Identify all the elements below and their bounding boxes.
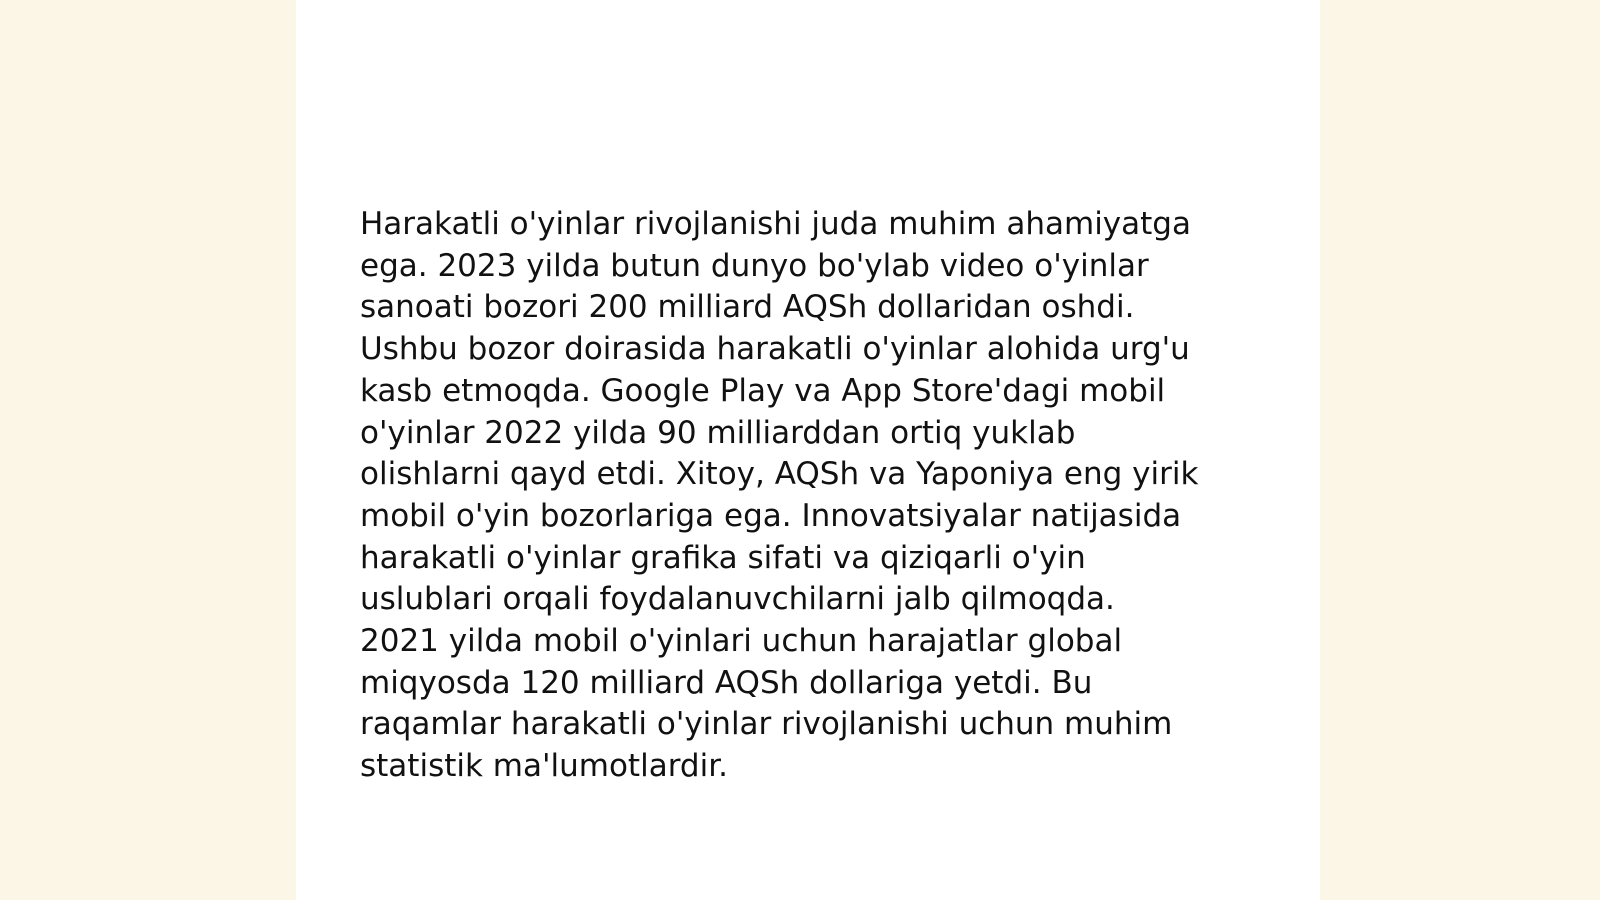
text-line: Harakatli o'yinlar rivojlanishi juda muhim ahamiyatga (360, 206, 1191, 242)
text-line: harakatli o'yinlar grafika sifati va qiziqarli o'yin (360, 539, 1086, 576)
text-line: ega. 2023 yilda butun dunyo bo'ylab video o'yinlar (360, 247, 1149, 284)
text-line: raqamlar harakatli o'yinlar rivojlanishi uchun muhim (360, 706, 1173, 743)
document-page (296, 0, 1320, 900)
text-line: Ushbu bozor doirasida harakatli o'yinlar alohida urg'u (360, 331, 1190, 368)
text-line: statistik ma'lumotlardir. (360, 748, 728, 785)
text-line: uslublari orqali foydalanuvchilarni jalb qilmoqda. (360, 581, 1115, 618)
text-line: olishlarni qayd etdi. Xitoy, AQSh va Yaponiya eng yirik (360, 456, 1199, 493)
text-line: kasb etmoqda. Google Play va App Store'dagi mobil (360, 372, 1166, 409)
body-paragraph (360, 204, 1260, 788)
text-line: o'yinlar 2022 yilda 90 milliarddan ortiq yuklab (360, 414, 1076, 451)
text-line: 2021 yilda mobil o'yinlari uchun harajatlar global (360, 623, 1123, 660)
text-line: mobil o'yin bozorlariga ega. Innovatsiyalar natijasida (360, 497, 1182, 534)
text-line: miqyosda 120 milliard AQSh dollariga yetdi. Bu (360, 664, 1093, 701)
text-line: sanoati bozori 200 milliard AQSh dollaridan oshdi. (360, 289, 1135, 326)
